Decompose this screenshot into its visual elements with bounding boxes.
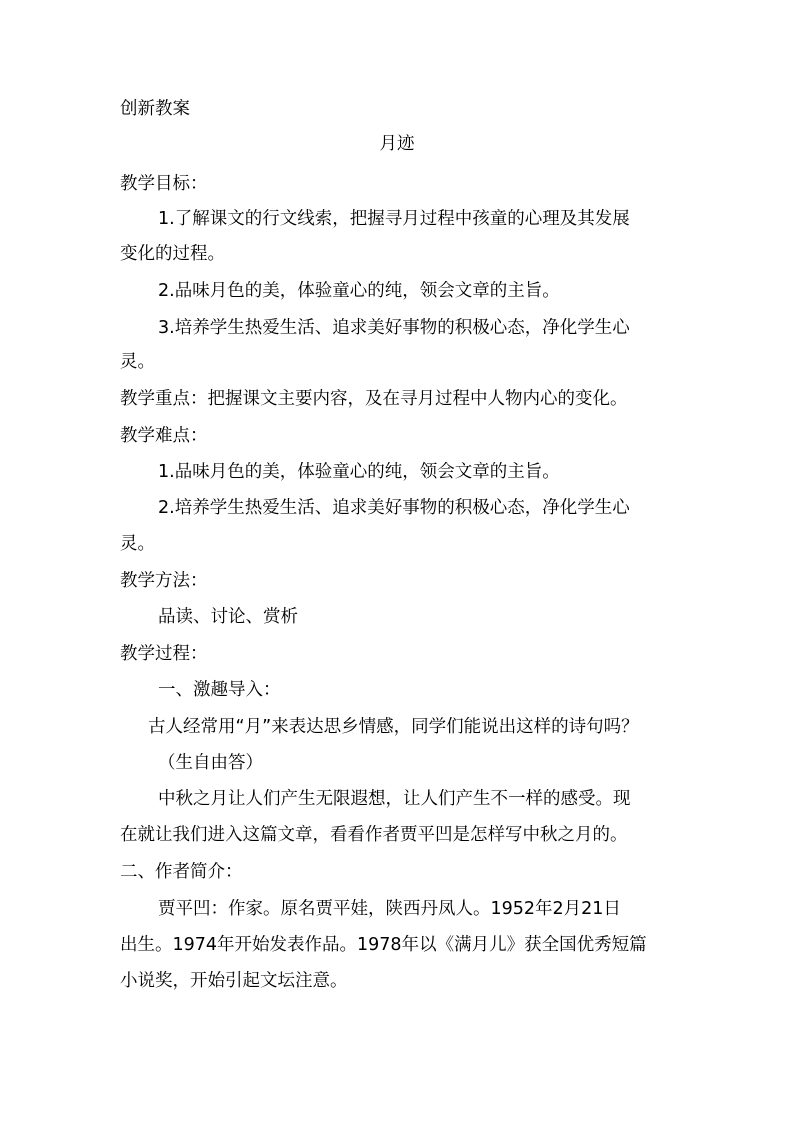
objective-3: 3.培养学生热爱生活、追求美好事物的积极心态，净化学生心 (158, 318, 630, 338)
objective-1: 1.了解课文的行文线索，把握寻月过程中孩童的心理及其发展 (158, 209, 630, 229)
intro-answer-note: （生自由答） (158, 753, 263, 773)
difficulty-2-continued: 灵。 (120, 534, 155, 554)
author-paragraph-continued-2: 小说奖，开始引起文坛注意。 (120, 971, 348, 991)
subheading-introduction: 一、激趣导入： (158, 680, 281, 700)
section-heading-process: 教学过程： (120, 644, 208, 664)
intro-paragraph: 古人经常用“月”来表达思乡情感，同学们能说出这样的诗句吗？ (148, 717, 639, 737)
methods-text: 品读、讨论、赏析 (158, 607, 298, 627)
section-heading-objectives: 教学目标： (120, 174, 208, 194)
intro-paragraph-2-continued: 在就让我们进入这篇文章，看看作者贾平凹是怎样写中秋之月的。 (120, 825, 628, 845)
intro-paragraph-2: 中秋之月让人们产生无限遐想，让人们产生不一样的感受。现 (158, 789, 631, 809)
objective-1-continued: 变化的过程。 (120, 244, 225, 264)
section-heading-author: 二、作者简介： (120, 862, 243, 882)
document-label: 创新教案 (120, 99, 190, 119)
author-paragraph-continued-1: 出生。1974年开始发表作品。1978年以《满月儿》获全国优秀短篇 (120, 935, 647, 955)
objective-3-continued: 灵。 (120, 352, 155, 372)
section-heading-key-points: 教学重点：把握课文主要内容，及在寻月过程中人物内心的变化。 (120, 389, 628, 409)
author-paragraph: 贾平凹：作家。原名贾平娃，陕西丹凤人。1952年2月21日 (158, 899, 621, 919)
document-title: 月迹 (379, 134, 415, 154)
section-heading-methods: 教学方法： (120, 571, 208, 591)
section-heading-difficulties: 教学难点： (120, 426, 208, 446)
difficulty-1: 1.品味月色的美，体验童心的纯，领会文章的主旨。 (158, 462, 560, 482)
objective-2: 2.品味月色的美，体验童心的纯，领会文章的主旨。 (158, 281, 560, 301)
difficulty-2: 2.培养学生热爱生活、追求美好事物的积极心态，净化学生心 (158, 498, 630, 518)
